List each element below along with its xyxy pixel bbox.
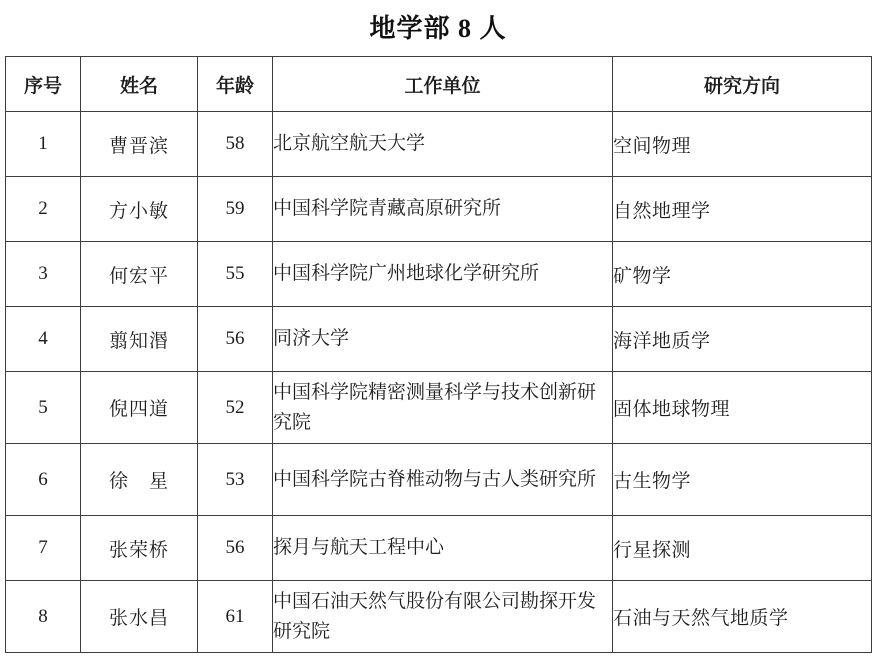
cell-unit: 中国科学院古脊椎动物与古人类研究所 xyxy=(273,444,613,516)
table-row xyxy=(6,177,872,242)
cell-field: 石油与天然气地质学 xyxy=(613,581,872,653)
table-header-row xyxy=(6,57,872,112)
table-row xyxy=(6,242,872,307)
cell-name: 张荣桥 xyxy=(81,516,198,581)
cell-name: 何宏平 xyxy=(81,242,198,307)
cell-name: 曹晋滨 xyxy=(81,112,198,177)
page-title: 地学部 8 人 xyxy=(369,14,507,43)
cell-unit: 探月与航天工程中心 xyxy=(273,516,613,581)
cell-name: 徐 星 xyxy=(81,444,198,516)
cell-age: 56 xyxy=(198,516,273,581)
cell-field: 空间物理 xyxy=(613,112,872,177)
cell-no: 3 xyxy=(6,242,81,307)
col-header-unit: 工作单位 xyxy=(273,57,613,112)
table-row xyxy=(6,372,872,444)
cell-unit: 中国科学院精密测量科学与技术创新研究院 xyxy=(273,372,613,444)
cell-field: 古生物学 xyxy=(613,444,872,516)
cell-unit: 中国科学院青藏高原研究所 xyxy=(273,177,613,242)
col-header-no: 序号 xyxy=(6,57,81,112)
cell-name: 翦知湣 xyxy=(81,307,198,372)
cell-name: 倪四道 xyxy=(81,372,198,444)
cell-no: 2 xyxy=(6,177,81,242)
cell-field: 自然地理学 xyxy=(613,177,872,242)
table-row xyxy=(6,112,872,177)
cell-age: 61 xyxy=(198,581,273,653)
cell-age: 55 xyxy=(198,242,273,307)
cell-unit: 北京航空航天大学 xyxy=(273,112,613,177)
cell-unit: 中国科学院广州地球化学研究所 xyxy=(273,242,613,307)
col-header-field: 研究方向 xyxy=(613,57,872,112)
table-row xyxy=(6,444,872,516)
cell-age: 52 xyxy=(198,372,273,444)
cell-no: 4 xyxy=(6,307,81,372)
table-row-highlighted xyxy=(6,516,872,581)
cell-no: 5 xyxy=(6,372,81,444)
cell-no: 8 xyxy=(6,581,81,653)
cell-no: 7 xyxy=(6,516,81,581)
cell-field: 固体地球物理 xyxy=(613,372,872,444)
cell-unit: 中国石油天然气股份有限公司勘探开发研究院 xyxy=(273,581,613,653)
cell-name: 方小敏 xyxy=(81,177,198,242)
cell-age: 53 xyxy=(198,444,273,516)
col-header-age: 年龄 xyxy=(198,57,273,112)
cell-field: 行星探测 xyxy=(613,516,872,581)
cell-no: 1 xyxy=(6,112,81,177)
cell-field: 矿物学 xyxy=(613,242,872,307)
cell-name: 张水昌 xyxy=(81,581,198,653)
table-row xyxy=(6,307,872,372)
col-header-name: 姓名 xyxy=(81,57,198,112)
cell-age: 58 xyxy=(198,112,273,177)
cell-field: 海洋地质学 xyxy=(613,307,872,372)
cell-age: 59 xyxy=(198,177,273,242)
table-row xyxy=(6,581,872,653)
cell-unit: 同济大学 xyxy=(273,307,613,372)
cell-age: 56 xyxy=(198,307,273,372)
cell-no: 6 xyxy=(6,444,81,516)
members-table xyxy=(5,56,872,653)
